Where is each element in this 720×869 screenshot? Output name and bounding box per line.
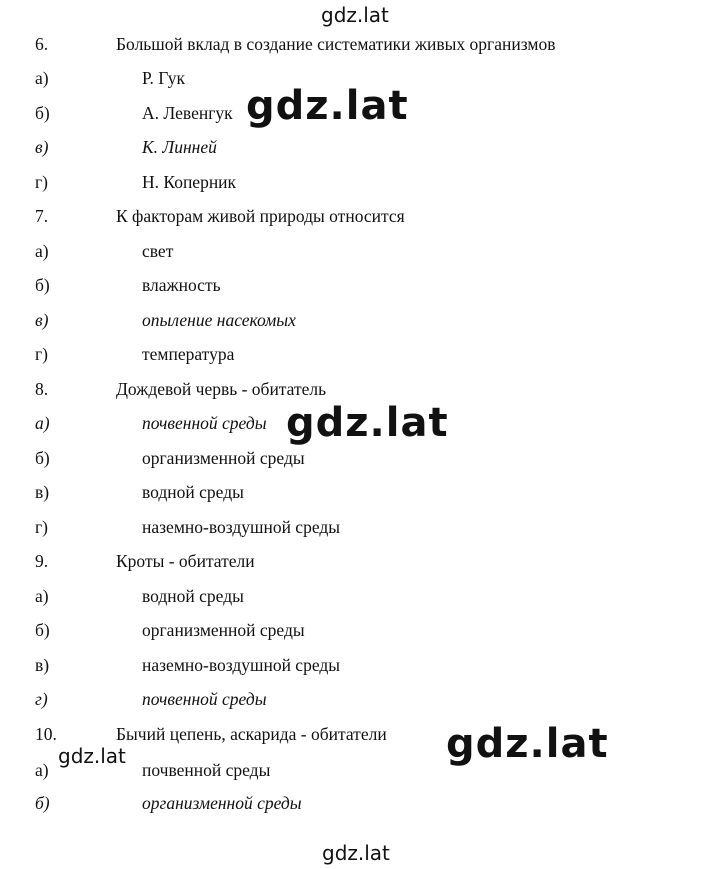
answer-text-correct: почвенной среды [142,413,267,433]
answer-letter: г) [35,517,49,537]
answer-letter: а) [35,241,49,261]
answer-letter: б) [35,448,50,468]
answer-letter: а) [35,68,49,88]
answer-text: организменной среды [142,620,305,640]
answer-text: Р. Гук [142,68,185,88]
answer-letter: б) [35,620,50,640]
watermark-mid-1: gdz.lat [246,83,409,129]
answer-letter: в) [35,482,50,502]
watermark-bottom: gdz.lat [322,841,390,865]
answer-text: свет [142,241,174,261]
answer-text-correct: опыление насекомых [142,310,296,330]
answer-text-correct: организменной среды [142,793,302,813]
answer-text: организменной среды [142,448,305,468]
answer-text: температура [142,344,235,364]
answer-letter: б) [35,103,50,123]
answer-letter: а) [35,760,49,780]
answer-letter: в) [35,655,50,675]
watermark-right: gdz.lat [446,721,609,767]
answer-letter: г) [35,344,49,364]
watermark-left-small: gdz.lat [58,744,126,768]
question-number: 7. [35,206,49,226]
answer-text: наземно-воздушной среды [142,655,341,675]
answer-text: водной среды [142,586,244,606]
answer-letter-correct: а) [35,413,50,433]
answer-text: наземно-воздушной среды [142,517,341,537]
watermark-mid-2: gdz.lat [286,400,449,446]
question-text: К факторам живой природы относится [116,206,405,226]
question-text: Дождевой червь - обитатель [116,379,327,399]
answer-text: влажность [142,275,221,295]
question-text: Большой вклад в создание систематики живых организмов [116,34,556,54]
answer-text-correct: К. Линней [142,137,217,157]
answer-letter-correct: г) [35,689,48,709]
answer-letter-correct: в) [35,310,49,330]
answer-letter-correct: б) [35,793,50,813]
answer-letter: а) [35,586,49,606]
answer-letter-correct: в) [35,137,49,157]
answer-letter: г) [35,172,49,192]
question-number: 9. [35,551,49,571]
question-text: Бычий цепень, аскарида - обитатели [116,724,387,744]
question-number: 6. [35,34,49,54]
answer-text: А. Левенгук [142,103,233,123]
question-number: 10. [35,724,57,744]
question-text: Кроты - обитатели [116,551,255,571]
watermark-top: gdz.lat [321,3,389,27]
answer-text-correct: почвенной среды [142,689,267,709]
answer-text: Н. Коперник [142,172,237,192]
answer-letter: б) [35,275,50,295]
answer-text: водной среды [142,482,244,502]
question-number: 8. [35,379,49,399]
answer-text: почвенной среды [142,760,271,780]
